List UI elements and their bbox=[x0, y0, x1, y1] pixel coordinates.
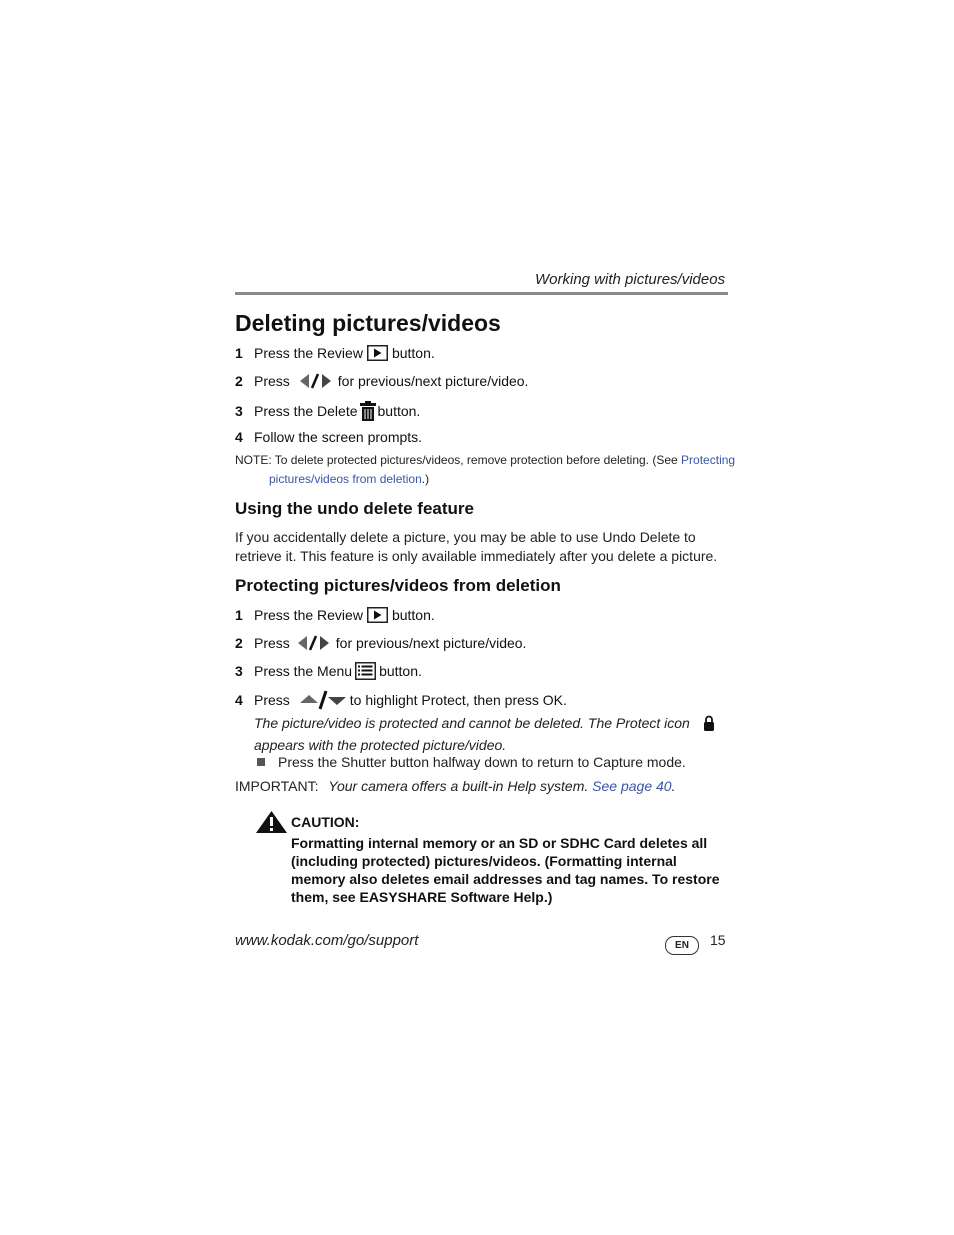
page-number: 15 bbox=[710, 932, 726, 948]
step-text: Follow the screen prompts. bbox=[254, 429, 423, 445]
protect-step-3 bbox=[235, 660, 422, 682]
step-text: Press the Review bbox=[254, 607, 363, 623]
footer-support-url[interactable]: www.kodak.com/go/support bbox=[235, 932, 419, 949]
running-header: Working with pictures/videos bbox=[535, 271, 726, 288]
delete-step-4 bbox=[235, 426, 422, 448]
note-link-protecting[interactable]: Protecting bbox=[681, 453, 736, 467]
left-right-icon bbox=[300, 372, 334, 390]
review-icon bbox=[367, 345, 388, 361]
step-text-after: button. bbox=[377, 403, 421, 419]
note-link-protecting-cont[interactable]: pictures/videos from deletion bbox=[269, 472, 422, 486]
section-title-protecting: Protecting pictures/videos from deletion bbox=[235, 576, 561, 595]
protect-explanation bbox=[254, 714, 724, 755]
step-number: 2 bbox=[235, 373, 243, 389]
step-text-after: button. bbox=[379, 663, 422, 679]
step-text-after: button. bbox=[391, 345, 435, 361]
up-down-icon bbox=[300, 690, 346, 710]
protect-explanation-text-after: appears with the protected picture/video. bbox=[254, 737, 507, 753]
step-number: 4 bbox=[235, 692, 243, 708]
lock-icon bbox=[703, 715, 715, 736]
step-text-after: button. bbox=[391, 607, 435, 623]
step-text: Press bbox=[254, 373, 290, 389]
step-text-after: to highlight Protect, then press OK. bbox=[349, 692, 567, 708]
delete-step-1 bbox=[235, 342, 435, 364]
protect-explanation-text: The picture/video is protected and cannot be deleted. The Protect icon bbox=[254, 715, 690, 731]
step-number: 4 bbox=[235, 429, 243, 445]
protect-step-4 bbox=[235, 689, 567, 711]
important-label: IMPORTANT: bbox=[235, 778, 319, 794]
step-number: 2 bbox=[235, 635, 243, 651]
bullet-text: Press the Shutter button halfway down to return to Capture mode. bbox=[278, 754, 686, 770]
step-text-after: for previous/next picture/video. bbox=[337, 373, 529, 389]
step-text: Press bbox=[254, 692, 290, 708]
delete-step-2 bbox=[235, 370, 528, 392]
step-text: Press the Review bbox=[254, 345, 363, 361]
step-number: 3 bbox=[235, 403, 243, 419]
shutter-bullet bbox=[257, 754, 686, 770]
step-number: 1 bbox=[235, 345, 243, 361]
see-page-link[interactable]: See page 40 bbox=[592, 778, 672, 794]
note-end: .) bbox=[421, 472, 430, 486]
important-text: Your camera offers a built-in Help system. bbox=[328, 778, 589, 794]
section-title-deleting: Deleting pictures/videos bbox=[235, 310, 501, 336]
caution-body: Formatting internal memory or an SD or SDHC Card deletes all (including protected) pictures/videos. (Formatting internal memory also deletes email addresses and tag names. To restore them, see EASYSHARE Software Help.) bbox=[291, 835, 720, 905]
delete-icon bbox=[360, 401, 376, 421]
step-text-after: for previous/next picture/video. bbox=[335, 635, 527, 651]
review-icon bbox=[367, 607, 388, 623]
step-number: 3 bbox=[235, 663, 243, 679]
section-title-undo: Using the undo delete feature bbox=[235, 499, 474, 518]
step-text: Press the Menu bbox=[254, 663, 353, 679]
step-number: 1 bbox=[235, 607, 243, 623]
left-right-icon bbox=[298, 634, 332, 652]
language-badge: EN bbox=[665, 936, 699, 955]
menu-icon bbox=[355, 662, 376, 680]
protect-step-2 bbox=[235, 632, 526, 654]
note-label: NOTE: bbox=[235, 453, 272, 467]
warning-icon bbox=[256, 811, 287, 838]
header-rule bbox=[235, 292, 728, 295]
important-end: . bbox=[671, 778, 676, 794]
note-text: To delete protected pictures/videos, remove protection before deleting. (See bbox=[274, 453, 678, 467]
step-text: Press the Delete bbox=[254, 403, 358, 419]
caution-title: CAUTION: bbox=[291, 814, 360, 830]
step-text: Press bbox=[254, 635, 290, 651]
delete-note bbox=[235, 451, 735, 489]
bullet-square bbox=[257, 758, 265, 766]
delete-step-3 bbox=[235, 400, 420, 422]
undo-paragraph: If you accidentally delete a picture, you may be able to use Undo Delete to retrieve it. This feature is only available immediately after you delete a picture. bbox=[235, 529, 718, 564]
important-note bbox=[235, 778, 675, 794]
protect-step-1 bbox=[235, 604, 435, 626]
